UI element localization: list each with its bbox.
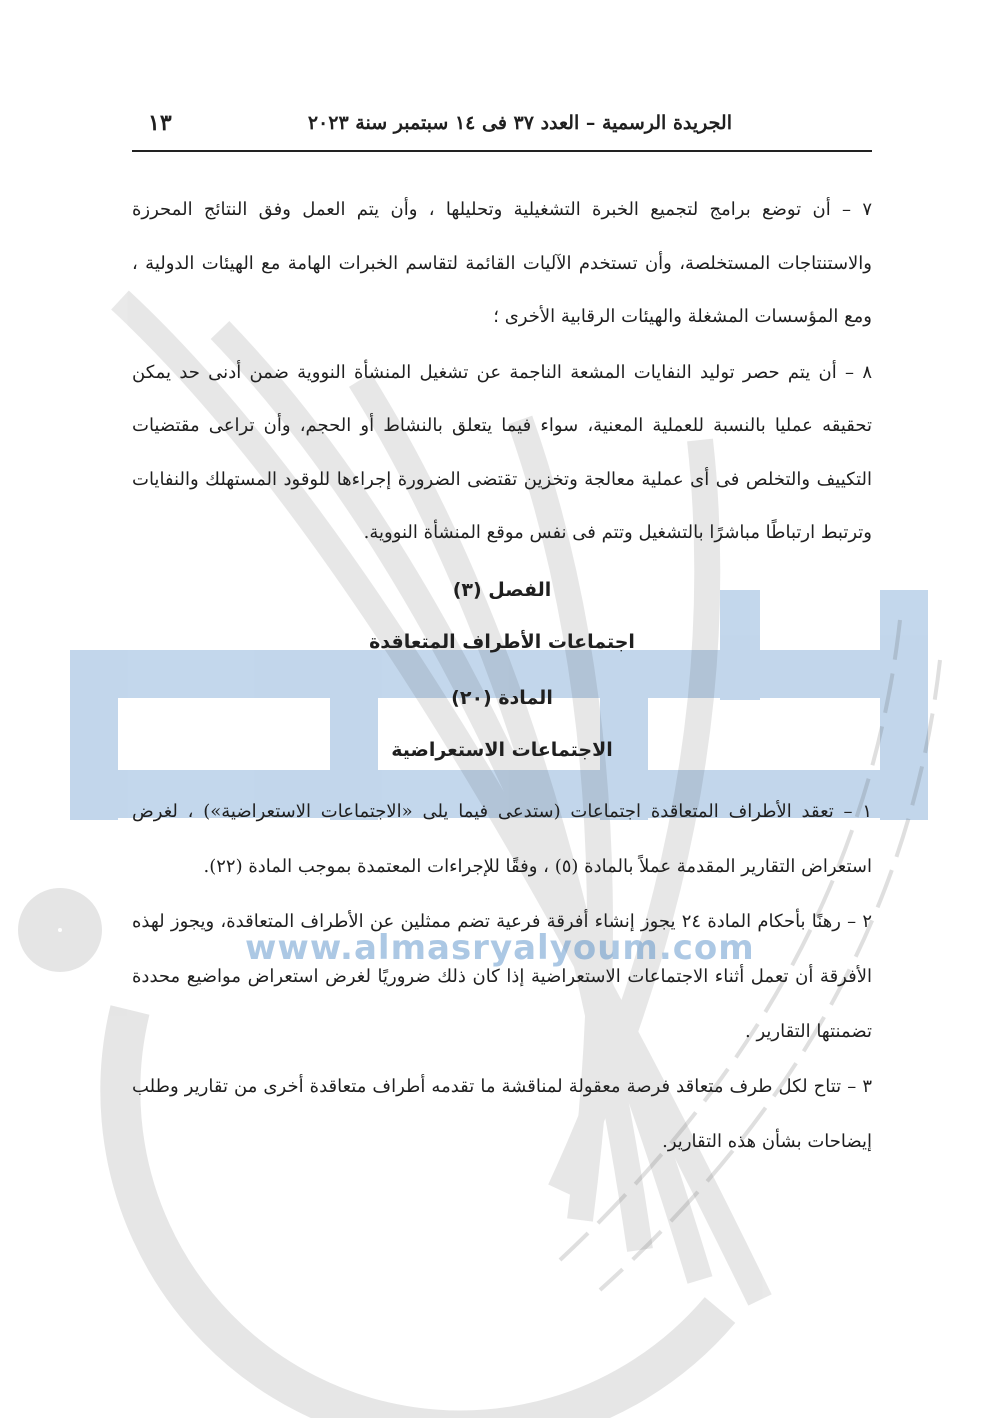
gazette-title: الجريدة الرسمية – العدد ٣٧ فى ١٤ سبتمبر سنة ٢٠٢٣ [307, 112, 732, 134]
paragraph-8: ٨ – أن يتم حصر توليد النفايات المشعة الناجمة عن تشغيل المنشأة النووية ضمن أدنى حد يمكن تحقيقه عمليا بالنسبة للعملية المعنية، سواء فيما يتعلق بالنشاط أو الحجم، وأن تراعى مقتضيات التكييف والتخلص فى أى عملية معالجة وتخزين تقتضى الضرورة إجراءها للوقود المستهلك والنفايات وترتبط ارتباطًا مباشرًا بالتشغيل وتتم فى نفس موقع المنشأة النووية. [132, 361, 872, 543]
clause-1: ١ – تعقد الأطراف المتعاقدة اجتماعات (ستدعى فيما يلى «الاجتماعات الاستعراضية») ، لغرض استعراض التقارير المقدمة عملاً بالمادة (٥) ، وفقًا للإجراءات المعتمدة بموجب المادة (٢٢). [132, 800, 872, 877]
page-header [132, 112, 872, 152]
article-title: الاجتماعات الاستعراضية [391, 738, 613, 761]
clause-3: ٣ – تتاح لكل طرف متعاقد فرصة معقولة لمناقشة ما تقدمه أطراف متعاقدة أخرى من تقارير وطلب إيضاحات بشأن هذه التقارير. [132, 1075, 872, 1152]
chapter-heading: الفصل (٣) [452, 578, 552, 601]
clause-2: ٢ – رهنًا بأحكام المادة ٢٤ يجوز إنشاء أفرقة فرعية تضم ممثلين عن الأطراف المتعاقدة، ويجوز لهذه الأفرقة أن تعمل أثناء الاجتماعات الاستعراضية إذا كان ذلك ضروريًا لغرض استعراض مواضيع محددة تضمنتها التقارير . [132, 910, 872, 1042]
document-body [132, 183, 872, 1169]
watermark-site-text: www.almasryalyoum.com [245, 928, 755, 968]
page-number: ١٣ [148, 110, 172, 136]
chapter-title: اجتماعات الأطراف المتعاقدة [369, 630, 635, 653]
article-heading: المادة (٢٠) [451, 686, 553, 709]
paragraph-7: ٧ – أن توضع برامج لتجميع الخبرة التشغيلية وتحليلها ، وأن يتم العمل وفق النتائج المحرزة والاستنتاجات المستخلصة، وأن تستخدم الآليات القائمة لتقاسم الخبرات الهامة مع الهيئات الدولية ، ومع المؤسسات المشغلة والهيئات الرقابية الأخرى ؛ [132, 199, 872, 327]
